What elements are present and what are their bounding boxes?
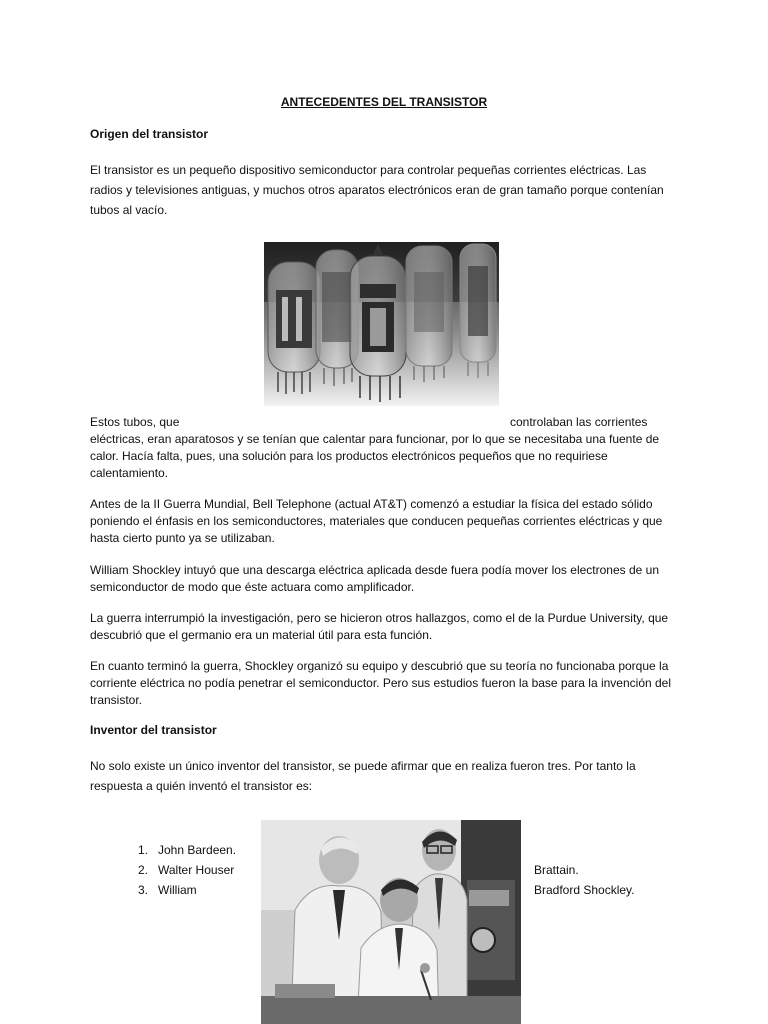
inventor-name-right: Bradford Shockley. <box>534 883 635 897</box>
paragraph-shockley-intuition: William Shockley intuyó que una descarga eléctrica aplicada desde fuera podía mover los electrones de un semiconductor de modo que éste actuara como amplificador. <box>90 563 659 594</box>
paragraph-tubes-rest: eléctricas, eran aparatosos y se tenían que calentar para funcionar, por lo que se necesitaba una fuente de calor. Hacía falta, pues, una solución para los productos electrónicos pequeños que no requiriese calentamiento. <box>90 432 660 480</box>
list-number: 3. <box>137 883 148 897</box>
paragraph-intro: El transistor es un pequeño dispositivo semiconductor para controlar pequeñas corrientes eléctricas. Las radios y televisiones antiguas, y muchos otros aparatos electrónicos eran de gran tamaño porque contenían tubos al vacío. <box>90 163 664 217</box>
paragraph-tubes-after-image: controlaban las corrientes <box>510 415 648 429</box>
document-title: ANTECEDENTES DEL TRANSISTOR <box>280 95 488 109</box>
paragraph-post-war: En cuanto terminó la guerra, Shockley organizó su equipo y descubrió que su teoría no funcionaba porque la corriente eléctrica no podía penetrar el semiconductor. Pero sus estudios fueron la base para la invención del transistor. <box>90 659 672 707</box>
paragraph-tubes-start: Estos tubos, que <box>90 415 180 429</box>
inventor-name-left: William <box>158 883 197 897</box>
section-heading-inventor: Inventor del transistor <box>90 723 217 737</box>
inventor-name-left: Walter Houser <box>158 863 235 877</box>
inventor-name-right: Brattain. <box>534 863 579 877</box>
list-number: 1. <box>137 843 148 857</box>
inventors-photo <box>261 820 521 1024</box>
paragraph-bell-telephone: Antes de la II Guerra Mundial, Bell Telephone (actual AT&T) comenzó a estudiar la física del estado sólido poniendo el énfasis en los semiconductores, materiales que conducen pequeñas corrientes eléctricas y que hasta cierto punto ya se utilizaban. <box>90 497 663 545</box>
paragraph-purdue: La guerra interrumpió la investigación, pero se hicieron otros hallazgos, como el de la Purdue University, que descubrió que el germanio era un material útil para esta función. <box>90 611 669 642</box>
section-heading-origen: Origen del transistor <box>90 127 209 141</box>
list-number: 2. <box>137 863 148 877</box>
inventor-name-left: John Bardeen. <box>158 843 237 857</box>
vacuum-tubes-photo <box>264 242 499 406</box>
paragraph-three-inventors: No solo existe un único inventor del transistor, se puede afirmar que en realiza fueron tres. Por tanto la respuesta a quién inventó el transistor es: <box>90 759 636 793</box>
